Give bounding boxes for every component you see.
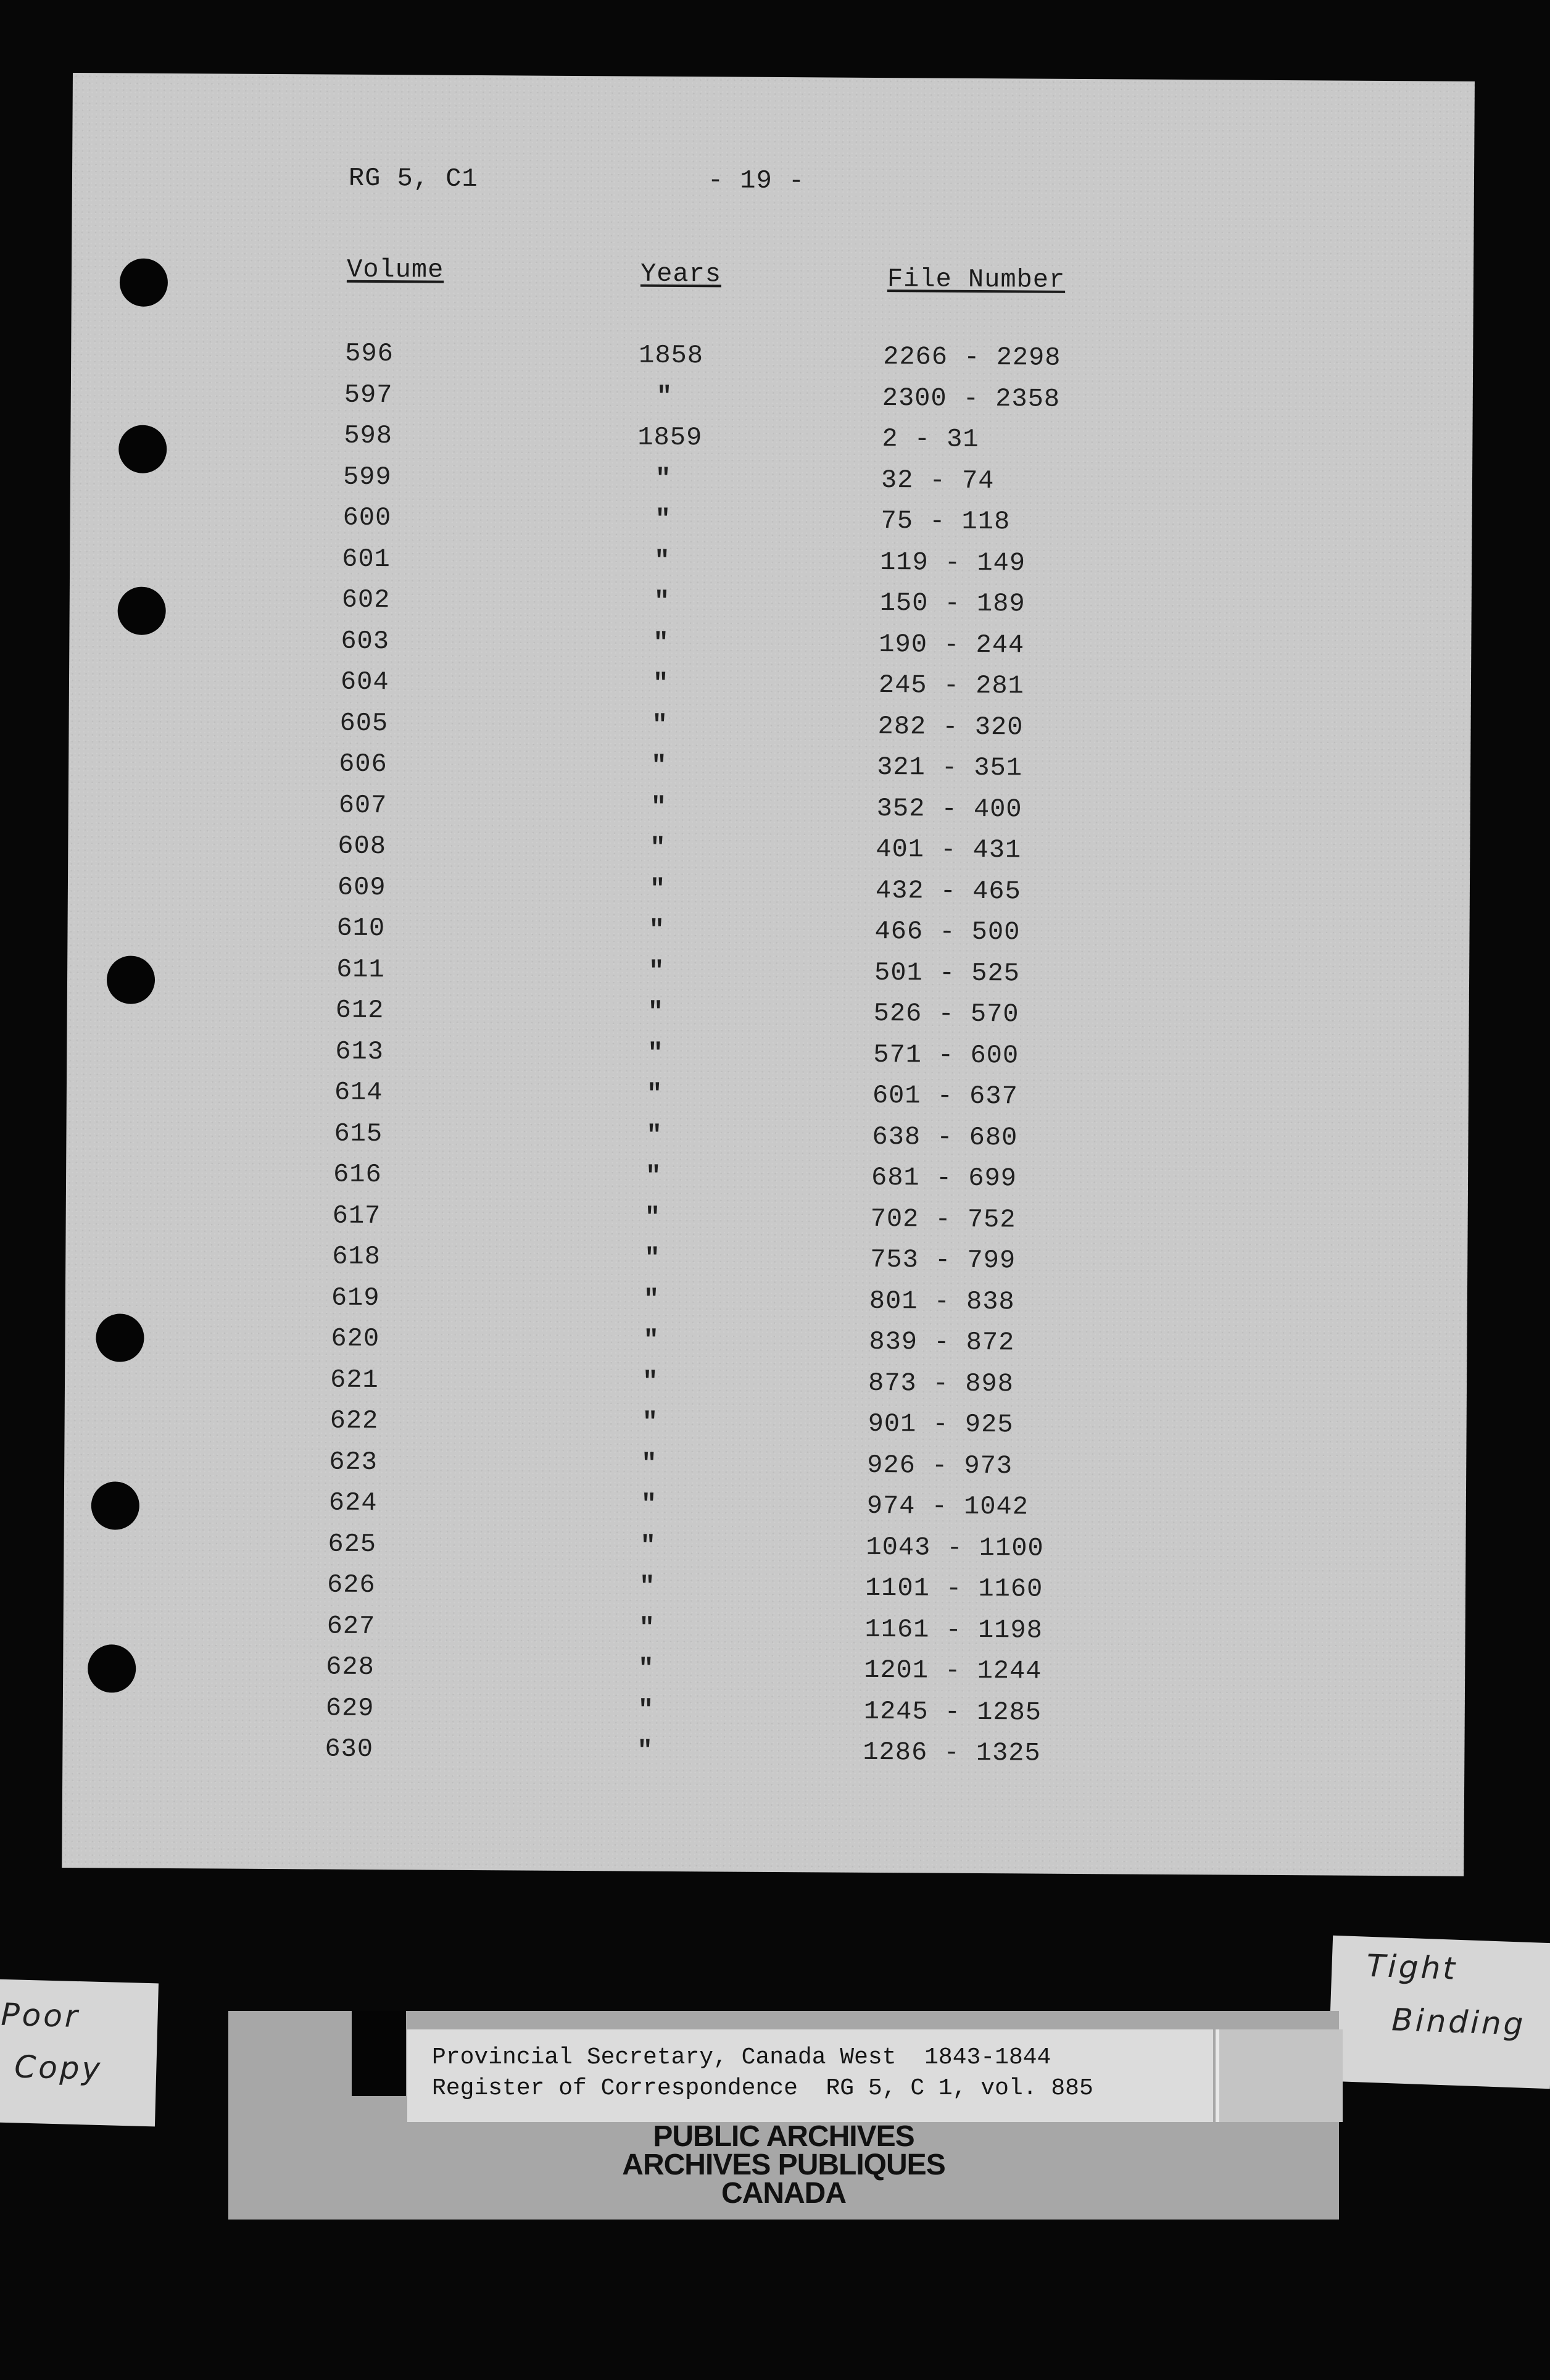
volume-cell: 618 [332, 1241, 381, 1272]
tight-binding-note [1328, 1936, 1550, 2089]
volume-cell: 621 [329, 1365, 379, 1395]
file-number-cell: 150 - 189 [879, 588, 1026, 619]
volume-cell: 628 [326, 1652, 375, 1683]
year-cell: " [643, 1284, 660, 1315]
volume-cell: 617 [332, 1200, 381, 1231]
year-cell: " [647, 997, 665, 1027]
volume-cell: 597 [344, 380, 393, 410]
volume-cell: 610 [336, 913, 386, 944]
volume-cell: 596 [345, 338, 394, 369]
volume-cell: 623 [329, 1447, 378, 1477]
binding-word: Binding [1391, 2002, 1527, 2042]
year-cell: " [649, 915, 665, 945]
year-cell: " [652, 710, 668, 740]
file-number-cell: 926 - 973 [867, 1450, 1013, 1481]
year-cell: " [654, 546, 671, 576]
year-cell: " [641, 1449, 658, 1479]
poor-copy-word: Poor [0, 1996, 81, 2035]
file-number-cell: 1043 - 1100 [866, 1532, 1044, 1563]
year-cell: " [649, 874, 666, 904]
volume-cell: 600 [342, 502, 392, 533]
file-number-cell: 1286 - 1325 [863, 1737, 1041, 1768]
year-cell: " [647, 1038, 664, 1068]
card-notch [352, 2011, 406, 2096]
volume-cell: 614 [334, 1077, 383, 1108]
archive-name-fr: ARCHIVES PUBLIQUES [622, 2149, 945, 2181]
year-cell: " [646, 1120, 663, 1150]
target-tab [1216, 2029, 1343, 2122]
file-number-cell: 2300 - 2358 [882, 383, 1061, 414]
volume-cell: 620 [331, 1323, 380, 1354]
file-number-cell: 753 - 799 [870, 1244, 1016, 1276]
archival-page [62, 73, 1475, 1876]
record-group-header: RG 5, C1 [348, 163, 478, 194]
archive-target-card [228, 2011, 1339, 2220]
file-number-cell: 2 - 31 [882, 424, 979, 454]
file-number-cell: 32 - 74 [881, 465, 995, 496]
file-number-cell: 432 - 465 [875, 875, 1021, 906]
volume-cell: 619 [331, 1283, 380, 1313]
volume-cell: 611 [336, 954, 385, 984]
year-cell: " [656, 381, 673, 412]
volume-cell: 627 [326, 1611, 376, 1641]
year-cell: " [643, 1325, 660, 1355]
year-cell: " [645, 1161, 662, 1191]
file-number-cell: 119 - 149 [880, 547, 1026, 578]
year-cell: " [637, 1695, 655, 1725]
volume-cell: 606 [339, 749, 387, 780]
file-number-cell: 245 - 281 [878, 670, 1024, 701]
archive-country: CANADA [721, 2177, 846, 2210]
year-cell: " [638, 1654, 655, 1684]
file-number-cell: 1101 - 1160 [864, 1573, 1043, 1604]
file-number-cell: 974 - 1042 [866, 1491, 1029, 1522]
year-cell: " [642, 1407, 659, 1438]
year-cell: " [640, 1531, 657, 1561]
volume-cell: 603 [341, 626, 390, 656]
volume-cell: 622 [329, 1405, 379, 1436]
poor-copy-note [0, 1979, 159, 2127]
year-cell: " [652, 668, 669, 699]
year-cell: " [650, 792, 668, 822]
volume-cell: 602 [341, 585, 391, 615]
volume-cell: 615 [334, 1118, 383, 1149]
binder-hole [120, 258, 168, 306]
year-cell: " [640, 1489, 658, 1520]
file-number-cell: 75 - 118 [881, 506, 1011, 537]
archive-name-en: PUBLIC ARCHIVES [653, 2120, 914, 2153]
file-number-cell: 1201 - 1244 [864, 1655, 1042, 1686]
file-number-cell: 571 - 600 [873, 1039, 1019, 1070]
file-number-cell: 401 - 431 [876, 834, 1022, 865]
volume-cell: 601 [342, 544, 391, 574]
file-number-column-header: File Number [887, 264, 1066, 295]
target-line-2: Register of Correspondence RG 5, C 1, vol. 885 [432, 2075, 1093, 2102]
volume-cell: 629 [325, 1693, 375, 1723]
volume-cell: 599 [342, 462, 392, 492]
year-cell: " [642, 1367, 659, 1397]
year-cell: " [653, 586, 671, 617]
year-cell: " [639, 1613, 655, 1643]
file-number-cell: 601 - 637 [872, 1080, 1018, 1112]
file-number-cell: 526 - 570 [873, 998, 1019, 1030]
volume-cell: 598 [344, 420, 393, 451]
volume-column-header: Volume [346, 254, 444, 285]
volume-cell: 630 [325, 1734, 374, 1765]
file-number-cell: 801 - 838 [869, 1286, 1015, 1317]
volume-cell: 616 [333, 1159, 382, 1190]
volume-cell: 604 [340, 667, 389, 697]
volume-cell: 605 [339, 708, 389, 738]
volume-cell: 624 [328, 1488, 378, 1518]
tight-word: Tight [1366, 1947, 1458, 1987]
table-row [62, 1733, 1464, 1782]
file-number-cell: 466 - 500 [874, 916, 1021, 947]
year-cell: " [653, 628, 669, 658]
volume-cell: 612 [335, 995, 384, 1026]
file-number-cell: 638 - 680 [872, 1121, 1018, 1152]
year-cell: " [655, 504, 671, 535]
file-number-cell: 2266 - 2298 [883, 342, 1061, 373]
volume-cell: 626 [326, 1570, 376, 1600]
target-label [407, 2029, 1213, 2122]
volume-cell: 613 [335, 1036, 384, 1067]
file-number-cell: 282 - 320 [877, 711, 1024, 742]
file-number-cell: 702 - 752 [870, 1204, 1016, 1234]
years-column-header: Years [640, 259, 722, 289]
year-cell: " [648, 956, 665, 986]
year-cell: " [644, 1243, 661, 1273]
year-cell: " [639, 1571, 656, 1602]
volume-cell: 625 [328, 1529, 377, 1559]
volume-cell: 608 [338, 831, 387, 862]
file-number-cell: 352 - 400 [876, 793, 1022, 824]
file-number-cell: 839 - 872 [869, 1326, 1015, 1358]
year-cell: 1859 [637, 422, 703, 453]
year-cell: " [651, 751, 668, 781]
target-line-1: Provincial Secretary, Canada West 1843-1844 [432, 2044, 1051, 2071]
year-cell: " [655, 464, 672, 494]
file-number-cell: 873 - 898 [868, 1368, 1014, 1399]
year-cell: " [650, 833, 666, 863]
file-number-cell: 190 - 244 [879, 629, 1025, 660]
volume-cell: 607 [338, 790, 387, 820]
file-number-cell: 1161 - 1198 [864, 1614, 1043, 1646]
year-cell: " [646, 1079, 663, 1109]
year-cell: " [637, 1736, 653, 1766]
copy-word: Copy [14, 2049, 103, 2087]
file-number-cell: 1245 - 1285 [863, 1696, 1042, 1728]
file-number-cell: 901 - 925 [868, 1408, 1014, 1440]
volume-cell: 609 [337, 872, 386, 902]
file-number-cell: 501 - 525 [874, 957, 1021, 988]
page-number: - 19 - [707, 165, 805, 196]
file-number-cell: 681 - 699 [871, 1162, 1017, 1194]
year-cell: " [644, 1202, 661, 1233]
year-cell: 1858 [639, 340, 704, 371]
file-number-cell: 321 - 351 [877, 752, 1023, 783]
